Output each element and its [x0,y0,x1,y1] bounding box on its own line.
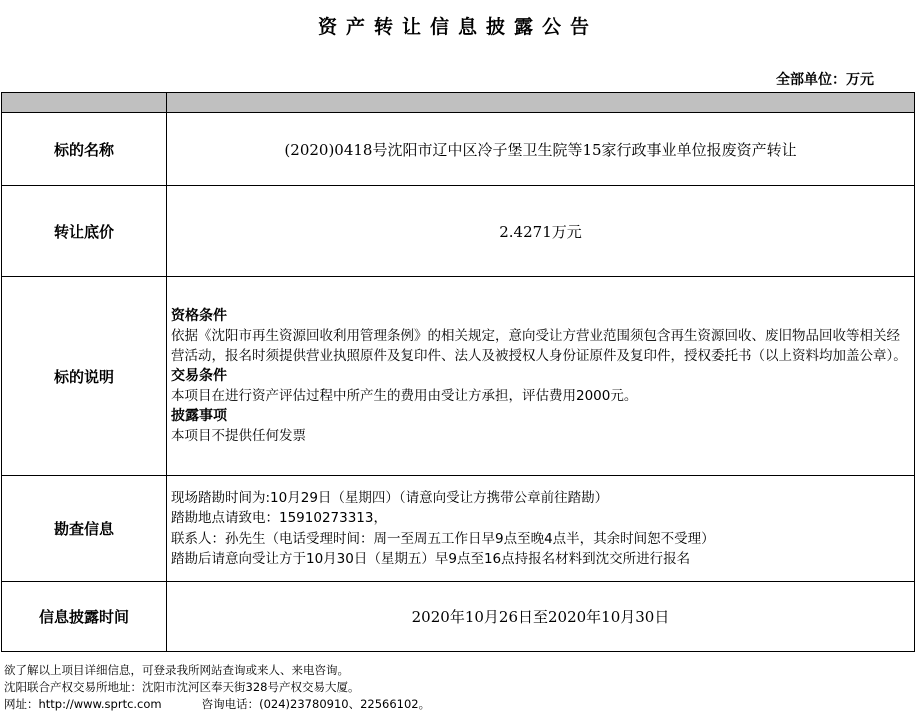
table-header-row [2,93,915,113]
website-link[interactable]: 网址：http://www.sprtc.com [4,697,162,711]
row-desc [2,277,915,476]
footer [4,662,430,713]
row-price [2,186,915,277]
survey-line-2: 踏勘地点请致电：15910273313， [171,510,387,526]
time-value: 2020年10月26日至2020年10月30日 [167,582,915,652]
header-cell-left [2,93,167,113]
disc-text: 本项目不提供任何发票 [171,428,306,444]
footer-line-3 [4,696,430,713]
survey-line-3: 联系人：孙先生（电话受理时间：周一至周五工作日早9点至晚4点半，其余时间恕不受理） [171,530,715,547]
qual-text: 依据《沈阳市再生资源回收利用管理条例》的相关规定，意向受让方营业范围须包含再生资源回收、废旧物品回收等相关经营活动，报名时须提供营业执照原件及复印件、法人及被授权人身份证原件及复印件，授权委托书（以上资料均加盖公章）。 [171,328,907,364]
name-label: 标的名称 [2,113,167,186]
trade-text: 本项目在进行资产评估过程中所产生的费用由受让方承担，评估费用2000元。 [171,388,638,404]
page-title: 资产转让信息披露公告 [317,16,598,38]
header-cell-right [167,93,915,113]
survey-cell [167,476,915,582]
price-label: 转让底价 [2,186,167,277]
unit-note: 全部单位：万元 [776,72,874,88]
phone-info: 咨询电话：(024)23780910、22566102。 [201,697,431,711]
survey-line-1: 现场踏勘时间为:10月29日（星期四）（请意向受让方携带公章前往踏勘） [171,489,609,506]
desc-cell [167,277,915,476]
time-label: 信息披露时间 [2,582,167,652]
price-value: 2.4271万元 [167,186,915,277]
survey-line-4: 踏勘后请意向受让方于10月30日（星期五）早9点至16点持报名材料到沈交所进行报名 [171,551,691,567]
row-name [2,113,915,186]
name-value: (2020)0418号沈阳市辽中区冷子堡卫生院等15家行政事业单位报废资产转让 [167,113,915,186]
survey-label: 勘查信息 [2,476,167,582]
trade-title: 交易条件 [171,368,227,384]
desc-label: 标的说明 [2,277,167,476]
qual-title: 资格条件 [171,308,227,324]
disc-title: 披露事项 [171,408,227,424]
row-time [2,582,915,652]
footer-line-1: 欲了解以上项目详细信息，可登录我所网站查询或来人、来电咨询。 [4,663,349,677]
footer-line-2: 沈阳联合产权交易所地址：沈阳市沈河区奉天街328号产权交易大厦。 [4,680,360,694]
info-table [1,92,915,652]
row-survey [2,476,915,582]
